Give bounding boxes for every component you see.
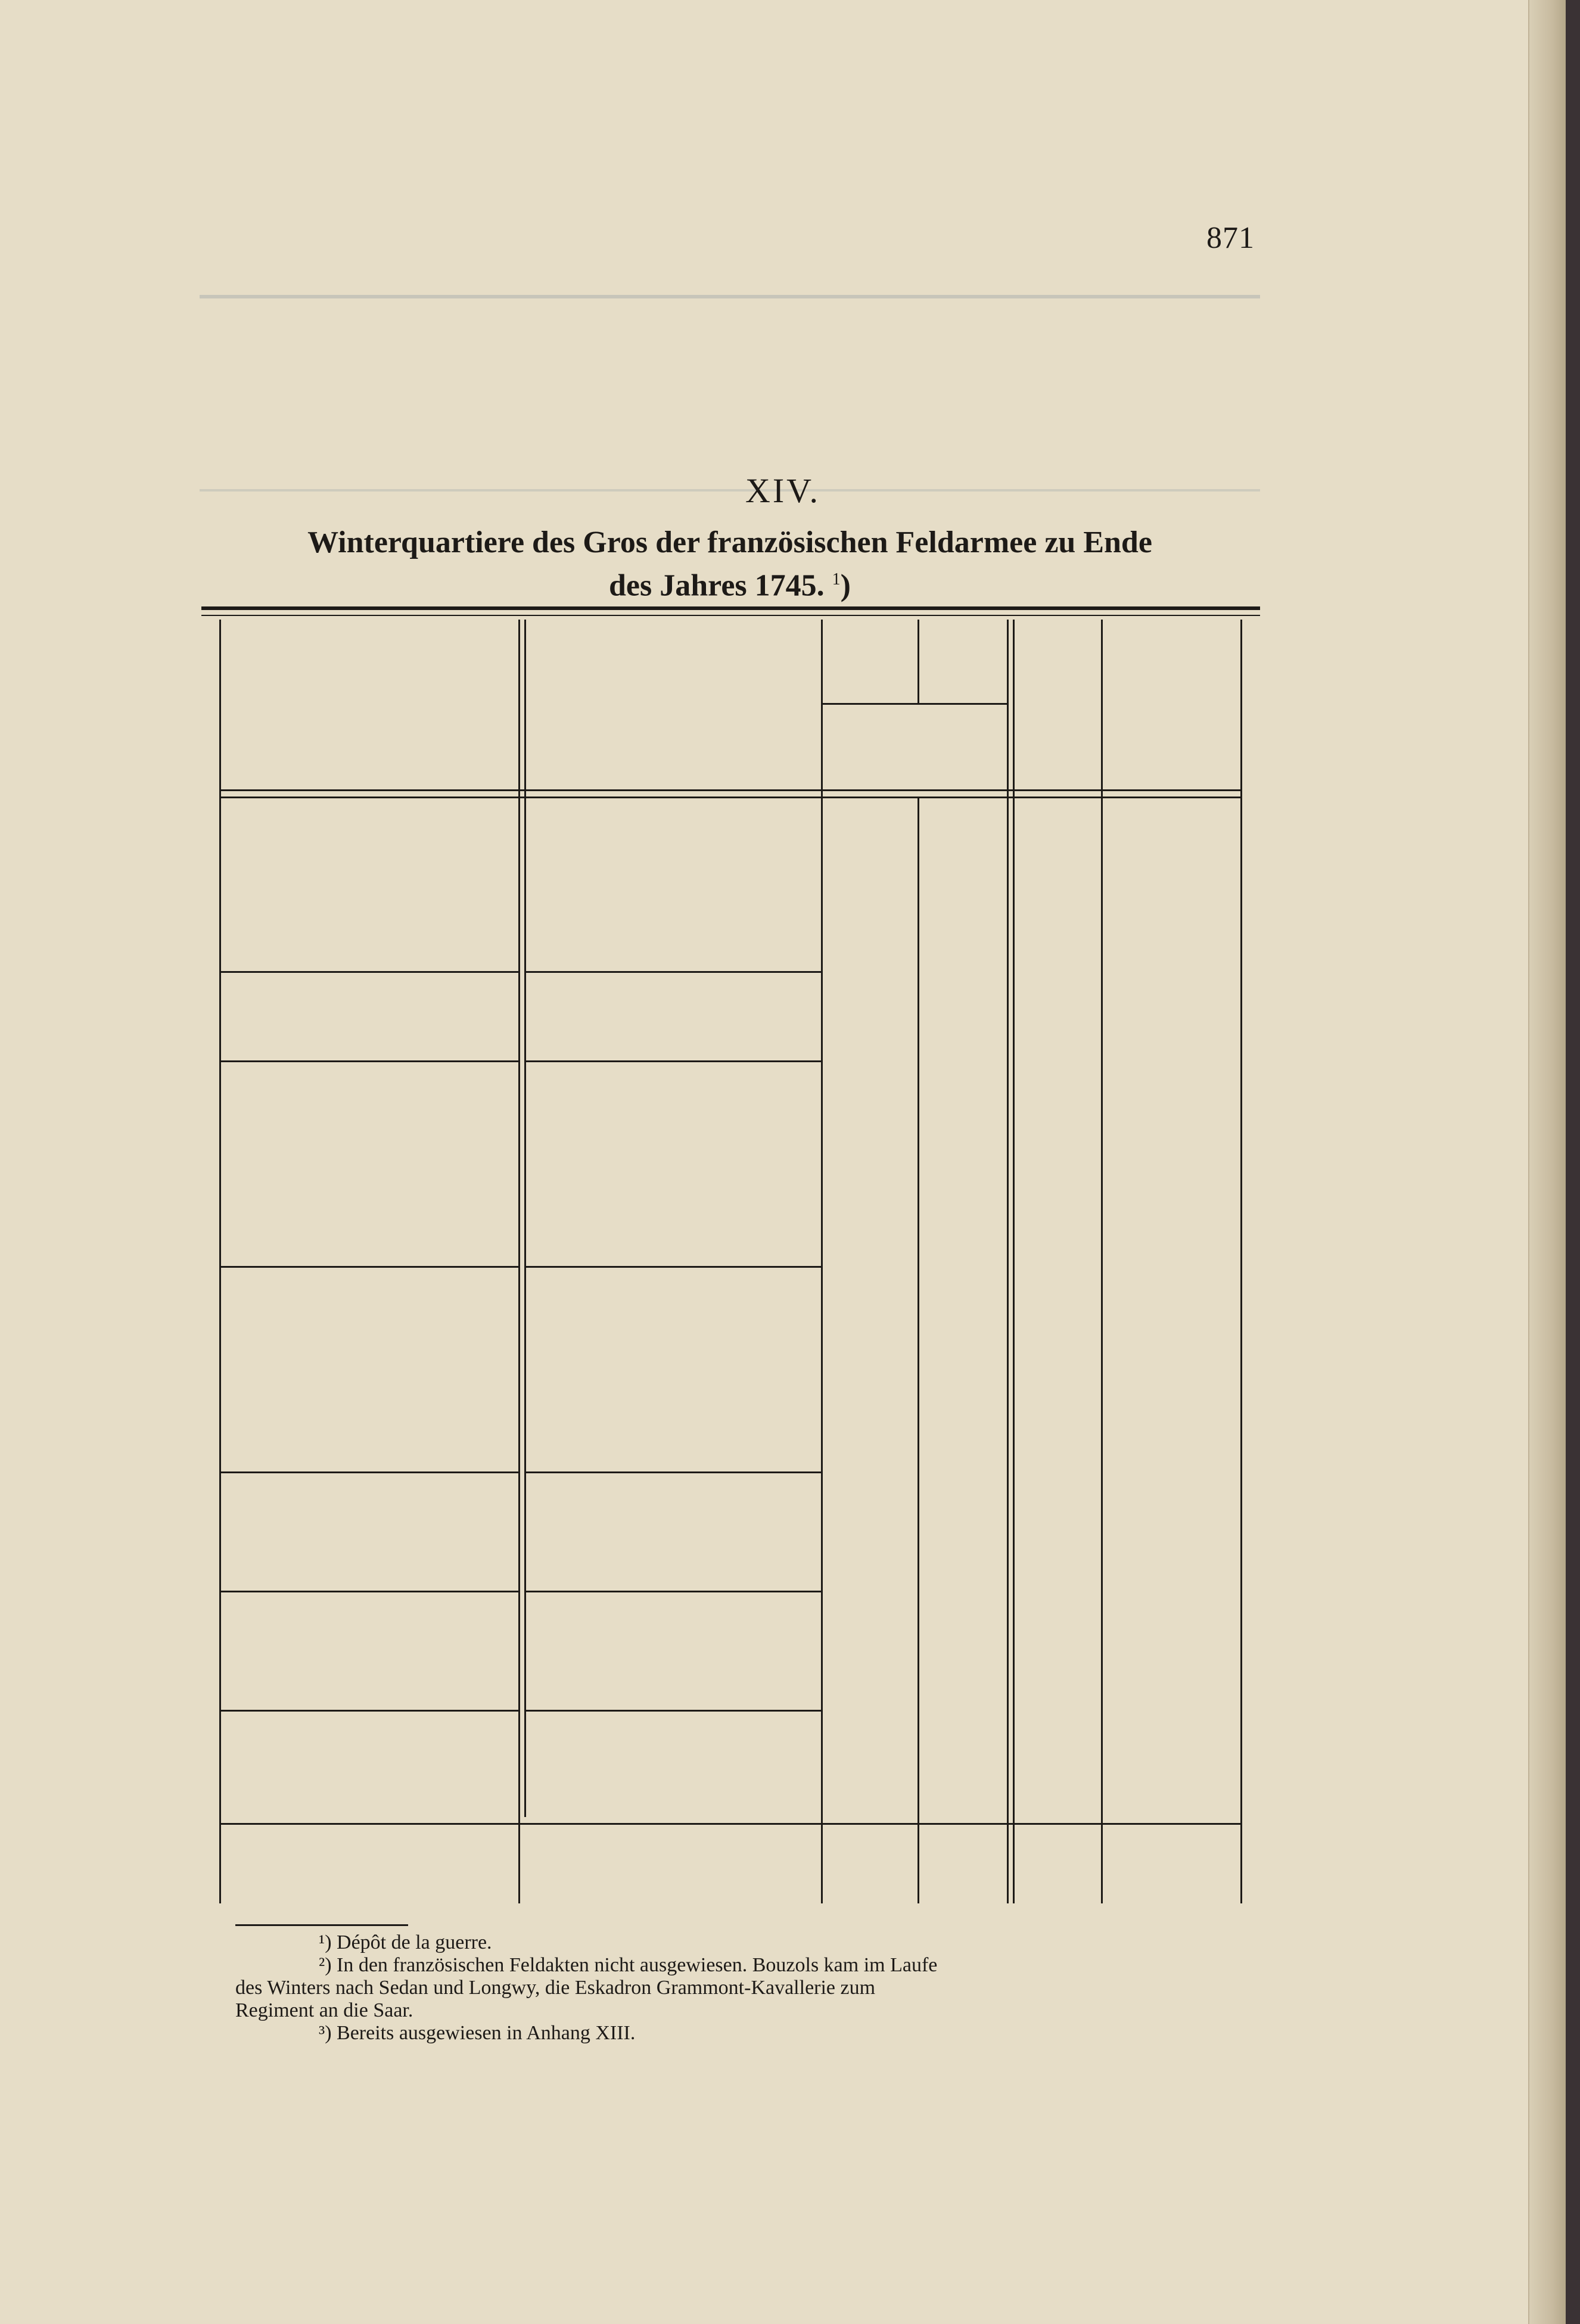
footnote-2-cont: des Winters nach Sedan und Longwy, die Eskadron Grammont-Kavallerie zum xyxy=(235,1977,876,1999)
vrule-feld-miliz xyxy=(917,797,919,1903)
title-line-2 xyxy=(200,561,1260,604)
hrule-group-3 xyxy=(219,1471,518,1473)
vrule-station-double xyxy=(524,620,526,1817)
hrule-group-unit-0 xyxy=(524,971,821,973)
footnote-1: ¹) Dépôt de la guerre. xyxy=(319,1931,492,1953)
hrule-group-2 xyxy=(219,1266,518,1268)
table-top-rule-thin xyxy=(201,615,1260,616)
footnote-2-cont2: Regiment an die Saar. xyxy=(235,1999,413,2021)
hrule-group-unit-4 xyxy=(524,1591,821,1592)
table-top-rule xyxy=(201,606,1260,610)
hrule-group-5 xyxy=(219,1710,518,1712)
title-line-1: Winterquartiere des Gros der französischen Feldarmee zu Ende xyxy=(307,525,1152,559)
page-title xyxy=(200,524,1260,604)
show-through-ghost xyxy=(200,295,1260,491)
vrule-miliz xyxy=(1007,620,1009,1903)
footnote-3: ³) Bereits ausgewiesen in Anhang XIII. xyxy=(319,2022,636,2044)
page-edge xyxy=(1528,0,1567,2324)
title-footnote-paren: ) xyxy=(840,568,851,603)
book-binding xyxy=(1566,0,1580,2324)
footnotes xyxy=(235,1924,1218,2045)
hrule-group-unit-3 xyxy=(524,1471,821,1473)
page-number: 871 xyxy=(1206,221,1255,255)
section-number: XIV. xyxy=(745,471,821,510)
title-footnote-mark: 1 xyxy=(832,570,841,589)
hrule-header-bottom xyxy=(219,789,1240,791)
hrule-bataillone xyxy=(821,703,1007,705)
vrule-station xyxy=(518,620,520,1903)
vrule-feld-miliz-head xyxy=(917,620,919,703)
vrule-esk-double xyxy=(1013,620,1015,1903)
hrule-group-4 xyxy=(219,1591,518,1592)
vrule-esk xyxy=(1101,620,1103,1903)
hrule-header-bottom-2 xyxy=(219,797,1240,798)
hrule-group-1 xyxy=(219,1060,518,1062)
hrule-group-unit-5 xyxy=(524,1710,821,1712)
hrule-group-unit-1 xyxy=(524,1060,821,1062)
vrule-unit xyxy=(821,620,823,1903)
hrule-total-top xyxy=(219,1823,1240,1825)
vrule-right xyxy=(1240,620,1242,1903)
footnote-2: ²) In den französischen Feldakten nicht ausgewiesen. Bouzols kam im Laufe xyxy=(319,1954,938,1976)
title-line-2-text: des Jahres 1745. xyxy=(609,568,825,603)
hrule-group-unit-2 xyxy=(524,1266,821,1268)
hrule-group-0 xyxy=(219,971,518,973)
